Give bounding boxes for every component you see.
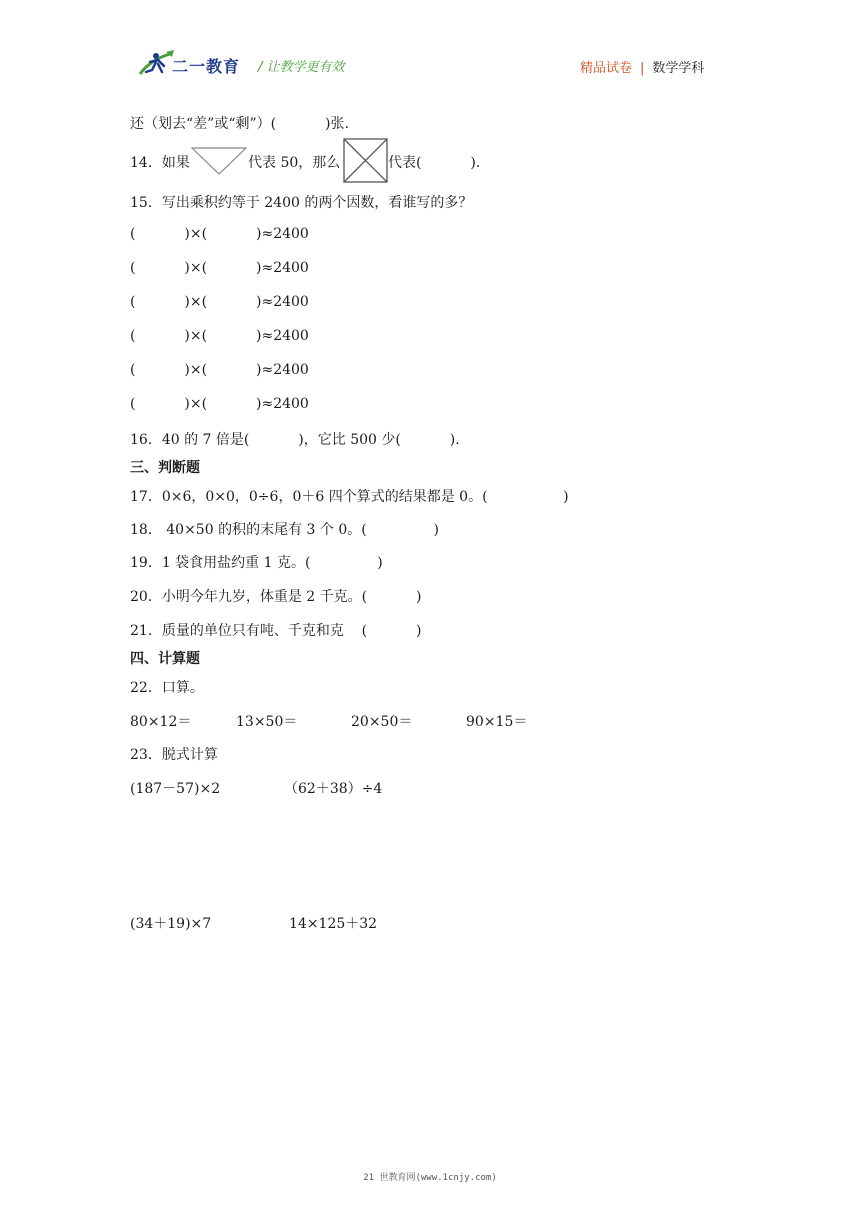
header-right bbox=[580, 57, 704, 76]
question-21: 21．质量的单位只有吨、千克和克 ( ) bbox=[130, 623, 422, 639]
section-heading-judgement: 三、判断题 bbox=[130, 460, 200, 476]
calc-item: 14×125＋32 bbox=[289, 916, 378, 932]
header-slogan: / 让教学更有效 bbox=[258, 60, 345, 75]
oral-item: 80×12＝ bbox=[130, 714, 192, 730]
question-18: 18． 40×50 的积的末尾有 3 个 0。( ) bbox=[130, 522, 439, 538]
oral-item: 20×50＝ bbox=[351, 714, 413, 730]
question-19: 19．1 袋食用盐约重 1 克。( ) bbox=[130, 555, 383, 571]
page-footer: 21 世教育网(www.1cnjy.com) bbox=[363, 1173, 497, 1183]
question-17: 17．0×6，0×0，0÷6，0＋6 四个算式的结果都是 0。( ) bbox=[130, 489, 569, 505]
question-14-prefix: 14．如果 bbox=[130, 155, 190, 171]
oral-item: 90×15＝ bbox=[466, 714, 528, 730]
question-16: 16．40 的 7 倍是( )，它比 500 少( ). bbox=[130, 432, 460, 448]
question-13-tail: 还（划去“差”或“剩”）( )张. bbox=[130, 116, 349, 132]
question-20: 20．小明今年九岁，体重是 2 千克。( ) bbox=[130, 589, 422, 605]
question-14-middle: 代表 50，那么 bbox=[248, 155, 341, 171]
runner-logo-icon bbox=[136, 48, 176, 78]
logo-text: 二一教育 bbox=[172, 57, 241, 76]
header-subject: 数学学科 bbox=[652, 61, 705, 76]
question-15: 15．写出乘积约等于 2400 的两个因数，看谁写的多？ bbox=[130, 195, 473, 211]
header-separator: | bbox=[640, 61, 645, 76]
question-23: 23．脱式计算 bbox=[130, 747, 218, 763]
question-14-suffix: 代表( ). bbox=[388, 155, 481, 171]
crossed-square-figure-icon bbox=[343, 138, 388, 183]
answer-row: ( )×( )≈2400 bbox=[130, 396, 309, 412]
answer-row: ( )×( )≈2400 bbox=[130, 260, 309, 276]
question-22: 22．口算。 bbox=[130, 680, 204, 696]
calc-item: (34＋19)×7 bbox=[130, 916, 212, 932]
header-label: 精品试卷 bbox=[580, 61, 633, 76]
section-heading-calculation: 四、计算题 bbox=[130, 651, 200, 667]
oral-item: 13×50＝ bbox=[236, 714, 298, 730]
answer-row: ( )×( )≈2400 bbox=[130, 328, 309, 344]
answer-row: ( )×( )≈2400 bbox=[130, 362, 309, 378]
calc-item: (187－57)×2 bbox=[130, 781, 221, 797]
answer-row: ( )×( )≈2400 bbox=[130, 294, 309, 310]
answer-row: ( )×( )≈2400 bbox=[130, 226, 309, 242]
triangle-figure-icon bbox=[190, 146, 248, 176]
calc-item: （62＋38）÷4 bbox=[284, 781, 383, 797]
